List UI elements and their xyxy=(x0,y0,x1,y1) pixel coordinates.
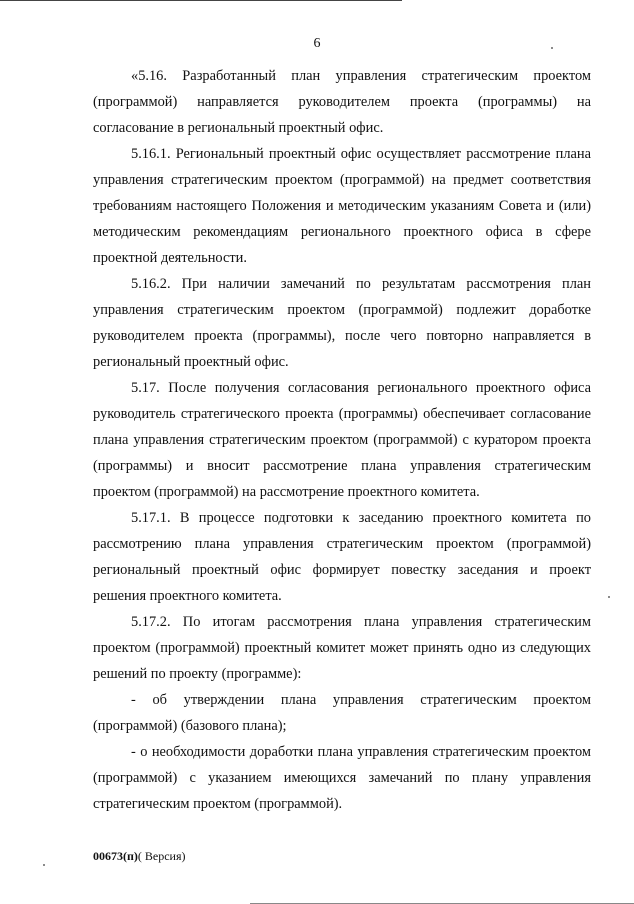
scan-speck xyxy=(43,864,45,866)
paragraph-5-17: 5.17. После получения согласования регионального проектного офиса руководитель стратегического проекта (программы) обеспечивает согласование плана управления стратегическим проектом (программой) с куратором проекта (программы) и вносит рассмотрение плана управления стратегическим проектом (программой) на рассмотрение проектного комитета. xyxy=(93,380,591,500)
list-item-approval: - об утверждении плана управления стратегическим проектом (программой) (базового плана); xyxy=(93,692,591,734)
paragraph-5-16-1: 5.16.1. Региональный проектный офис осуществляет рассмотрение плана управления стратегическим проектом (программой) на предмет соответствия требованиям настоящего Положения и методическим указаниям Совета и (или) методическим рекомендациям регионального проектного офиса в сфере проектной деятельности. xyxy=(93,146,591,266)
scan-edge-line xyxy=(0,0,402,1)
scan-speck xyxy=(551,47,553,49)
list-item-revision: - о необходимости доработки плана управления стратегическим проектом (программой) с указанием имеющихся замечаний по плану управления стратегическим проектом (программой). xyxy=(93,744,591,812)
paragraph-5-17-1: 5.17.1. В процессе подготовки к заседанию проектного комитета по рассмотрению плана управления стратегическим проектом (программой) региональный проектный офис формирует повестку заседания и проект решения проектного комитета. xyxy=(93,510,591,604)
scan-speck xyxy=(608,596,610,598)
paragraph-5-17-2: 5.17.2. По итогам рассмотрения плана управления стратегическим проектом (программой) проектный комитет может принять одно из следующих решений по проекту (программе): xyxy=(93,614,591,682)
footer-version: ( Версия) xyxy=(137,849,186,863)
footer-code: 00673(п) xyxy=(93,849,138,863)
page-number: 6 xyxy=(313,36,321,51)
paragraph-5-16: «5.16. Разработанный план управления стратегическим проектом (программой) направляется руководителем проекта (программы) на согласование в региональный проектный офис. xyxy=(93,68,591,136)
document-footer xyxy=(93,849,186,864)
body-text xyxy=(93,63,591,817)
paragraph-5-16-2: 5.16.2. При наличии замечаний по результатам рассмотрения план управления стратегическим проектом (программой) подлежит доработке руководителем проекта (программы), после чего повторно направляется в региональный проектный офис. xyxy=(93,276,591,370)
